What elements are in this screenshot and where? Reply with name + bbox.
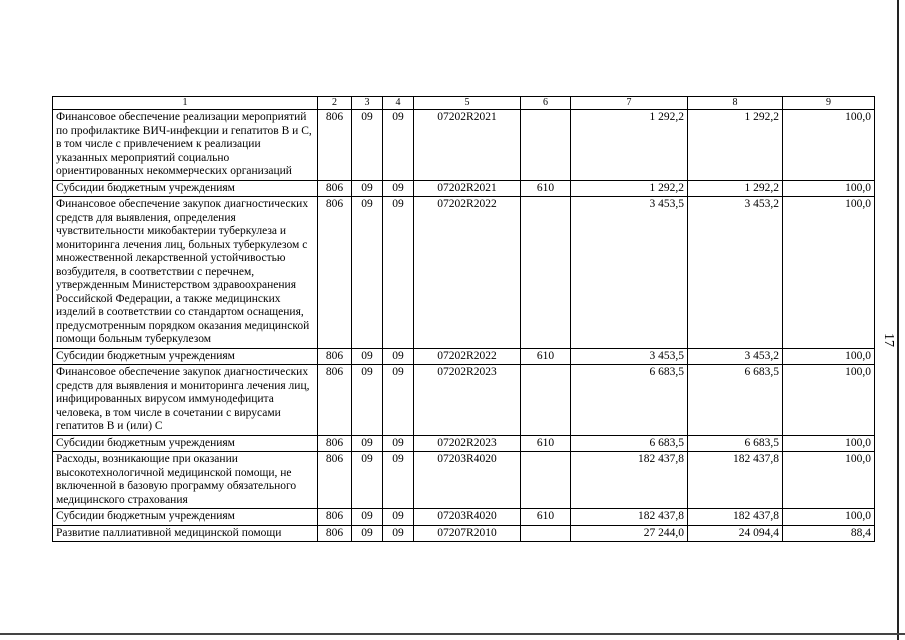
item-name-cell: Финансовое обеспечение закупок диагностических средств для выявления и мониторинга лечения лиц, инфицированных вирусом иммунодефицита человека, в том числе в сочетании с вирусами гепатитов В и (или) С (53, 365, 318, 436)
subsection-cell: 09 (383, 348, 414, 365)
table-header-row (53, 97, 875, 110)
planned-amount-cell: 6 683,5 (571, 435, 688, 452)
section-cell: 09 (352, 197, 383, 349)
target-article-cell: 07202R2022 (414, 197, 521, 349)
table-row (53, 435, 875, 452)
planned-amount-cell: 1 292,2 (571, 180, 688, 197)
item-name-cell: Финансовое обеспечение закупок диагностических средств для выявления, определения чувствительности микобактерии туберкулеза и мониторинга лечения лиц, больных туберкулезом с множественной лекарственной устойчивостью возбудителя, в соответствии с перечнем, утвержденным Министерством здравоохранения Российской Федерации, а также медицинских изделий в соответствии со стандартом оснащения, предусмотренным порядком оказания медицинской помощи больным туберкулезом (53, 197, 318, 349)
execution-percent-cell: 100,0 (783, 197, 875, 349)
table-row (53, 197, 875, 349)
section-cell: 09 (352, 110, 383, 181)
table-row (53, 525, 875, 542)
header-cell-4: 4 (383, 97, 414, 110)
gov-code-cell: 806 (318, 365, 352, 436)
executed-amount-cell: 182 437,8 (688, 452, 783, 509)
budget-table (52, 96, 875, 542)
item-name-cell: Субсидии бюджетным учреждениям (53, 509, 318, 526)
target-article-cell: 07202R2021 (414, 180, 521, 197)
execution-percent-cell: 100,0 (783, 348, 875, 365)
header-cell-1: 1 (53, 97, 318, 110)
executed-amount-cell: 3 453,2 (688, 348, 783, 365)
item-name-cell: Финансовое обеспечение реализации мероприятий по профилактике ВИЧ-инфекции и гепатитов В и С, в том числе с привлечением к реализации указанных мероприятий социально ориентированных некоммерческих организаций (53, 110, 318, 181)
header-cell-7: 7 (571, 97, 688, 110)
table-row (53, 348, 875, 365)
target-article-cell: 07202R2023 (414, 435, 521, 452)
expense-type-cell (521, 197, 571, 349)
item-name-cell: Расходы, возникающие при оказании высокотехнологичной медицинской помощи, не включенной в базовую программу обязательного медицинского страхования (53, 452, 318, 509)
gov-code-cell: 806 (318, 452, 352, 509)
gov-code-cell: 806 (318, 197, 352, 349)
execution-percent-cell: 100,0 (783, 110, 875, 181)
item-name-cell: Развитие паллиативной медицинской помощи (53, 525, 318, 542)
item-name-cell: Субсидии бюджетным учреждениям (53, 435, 318, 452)
target-article-cell: 07202R2023 (414, 365, 521, 436)
subsection-cell: 09 (383, 509, 414, 526)
target-article-cell: 07203R4020 (414, 452, 521, 509)
executed-amount-cell: 24 094,4 (688, 525, 783, 542)
planned-amount-cell: 3 453,5 (571, 348, 688, 365)
execution-percent-cell: 88,4 (783, 525, 875, 542)
planned-amount-cell: 27 244,0 (571, 525, 688, 542)
execution-percent-cell: 100,0 (783, 365, 875, 436)
header-cell-9: 9 (783, 97, 875, 110)
table-row (53, 365, 875, 436)
subsection-cell: 09 (383, 180, 414, 197)
gov-code-cell: 806 (318, 348, 352, 365)
executed-amount-cell: 6 683,5 (688, 365, 783, 436)
header-cell-6: 6 (521, 97, 571, 110)
expense-type-cell: 610 (521, 435, 571, 452)
subsection-cell: 09 (383, 452, 414, 509)
item-name-cell: Субсидии бюджетным учреждениям (53, 348, 318, 365)
section-cell: 09 (352, 348, 383, 365)
item-name-cell: Субсидии бюджетным учреждениям (53, 180, 318, 197)
page-edge-right (897, 0, 899, 640)
header-cell-5: 5 (414, 97, 521, 110)
section-cell: 09 (352, 525, 383, 542)
section-cell: 09 (352, 180, 383, 197)
executed-amount-cell: 3 453,2 (688, 197, 783, 349)
subsection-cell: 09 (383, 365, 414, 436)
gov-code-cell: 806 (318, 110, 352, 181)
expense-type-cell (521, 110, 571, 181)
target-article-cell: 07203R4020 (414, 509, 521, 526)
execution-percent-cell: 100,0 (783, 509, 875, 526)
planned-amount-cell: 6 683,5 (571, 365, 688, 436)
planned-amount-cell: 1 292,2 (571, 110, 688, 181)
header-cell-3: 3 (352, 97, 383, 110)
page-edge-bottom (0, 633, 905, 635)
execution-percent-cell: 100,0 (783, 452, 875, 509)
executed-amount-cell: 6 683,5 (688, 435, 783, 452)
section-cell: 09 (352, 435, 383, 452)
expense-type-cell (521, 452, 571, 509)
expense-type-cell: 610 (521, 180, 571, 197)
gov-code-cell: 806 (318, 435, 352, 452)
section-cell: 09 (352, 365, 383, 436)
page-number: 17 (881, 333, 896, 347)
expense-type-cell: 610 (521, 348, 571, 365)
expense-type-cell (521, 365, 571, 436)
target-article-cell: 07202R2022 (414, 348, 521, 365)
executed-amount-cell: 1 292,2 (688, 180, 783, 197)
table-row (53, 509, 875, 526)
table-row (53, 110, 875, 181)
section-cell: 09 (352, 509, 383, 526)
gov-code-cell: 806 (318, 525, 352, 542)
execution-percent-cell: 100,0 (783, 435, 875, 452)
executed-amount-cell: 182 437,8 (688, 509, 783, 526)
planned-amount-cell: 182 437,8 (571, 452, 688, 509)
executed-amount-cell: 1 292,2 (688, 110, 783, 181)
header-cell-2: 2 (318, 97, 352, 110)
expense-type-cell (521, 525, 571, 542)
execution-percent-cell: 100,0 (783, 180, 875, 197)
expense-type-cell: 610 (521, 509, 571, 526)
subsection-cell: 09 (383, 435, 414, 452)
section-cell: 09 (352, 452, 383, 509)
planned-amount-cell: 3 453,5 (571, 197, 688, 349)
planned-amount-cell: 182 437,8 (571, 509, 688, 526)
header-cell-8: 8 (688, 97, 783, 110)
gov-code-cell: 806 (318, 180, 352, 197)
subsection-cell: 09 (383, 197, 414, 349)
table-row (53, 180, 875, 197)
table-row (53, 452, 875, 509)
gov-code-cell: 806 (318, 509, 352, 526)
target-article-cell: 07207R2010 (414, 525, 521, 542)
subsection-cell: 09 (383, 525, 414, 542)
subsection-cell: 09 (383, 110, 414, 181)
target-article-cell: 07202R2021 (414, 110, 521, 181)
